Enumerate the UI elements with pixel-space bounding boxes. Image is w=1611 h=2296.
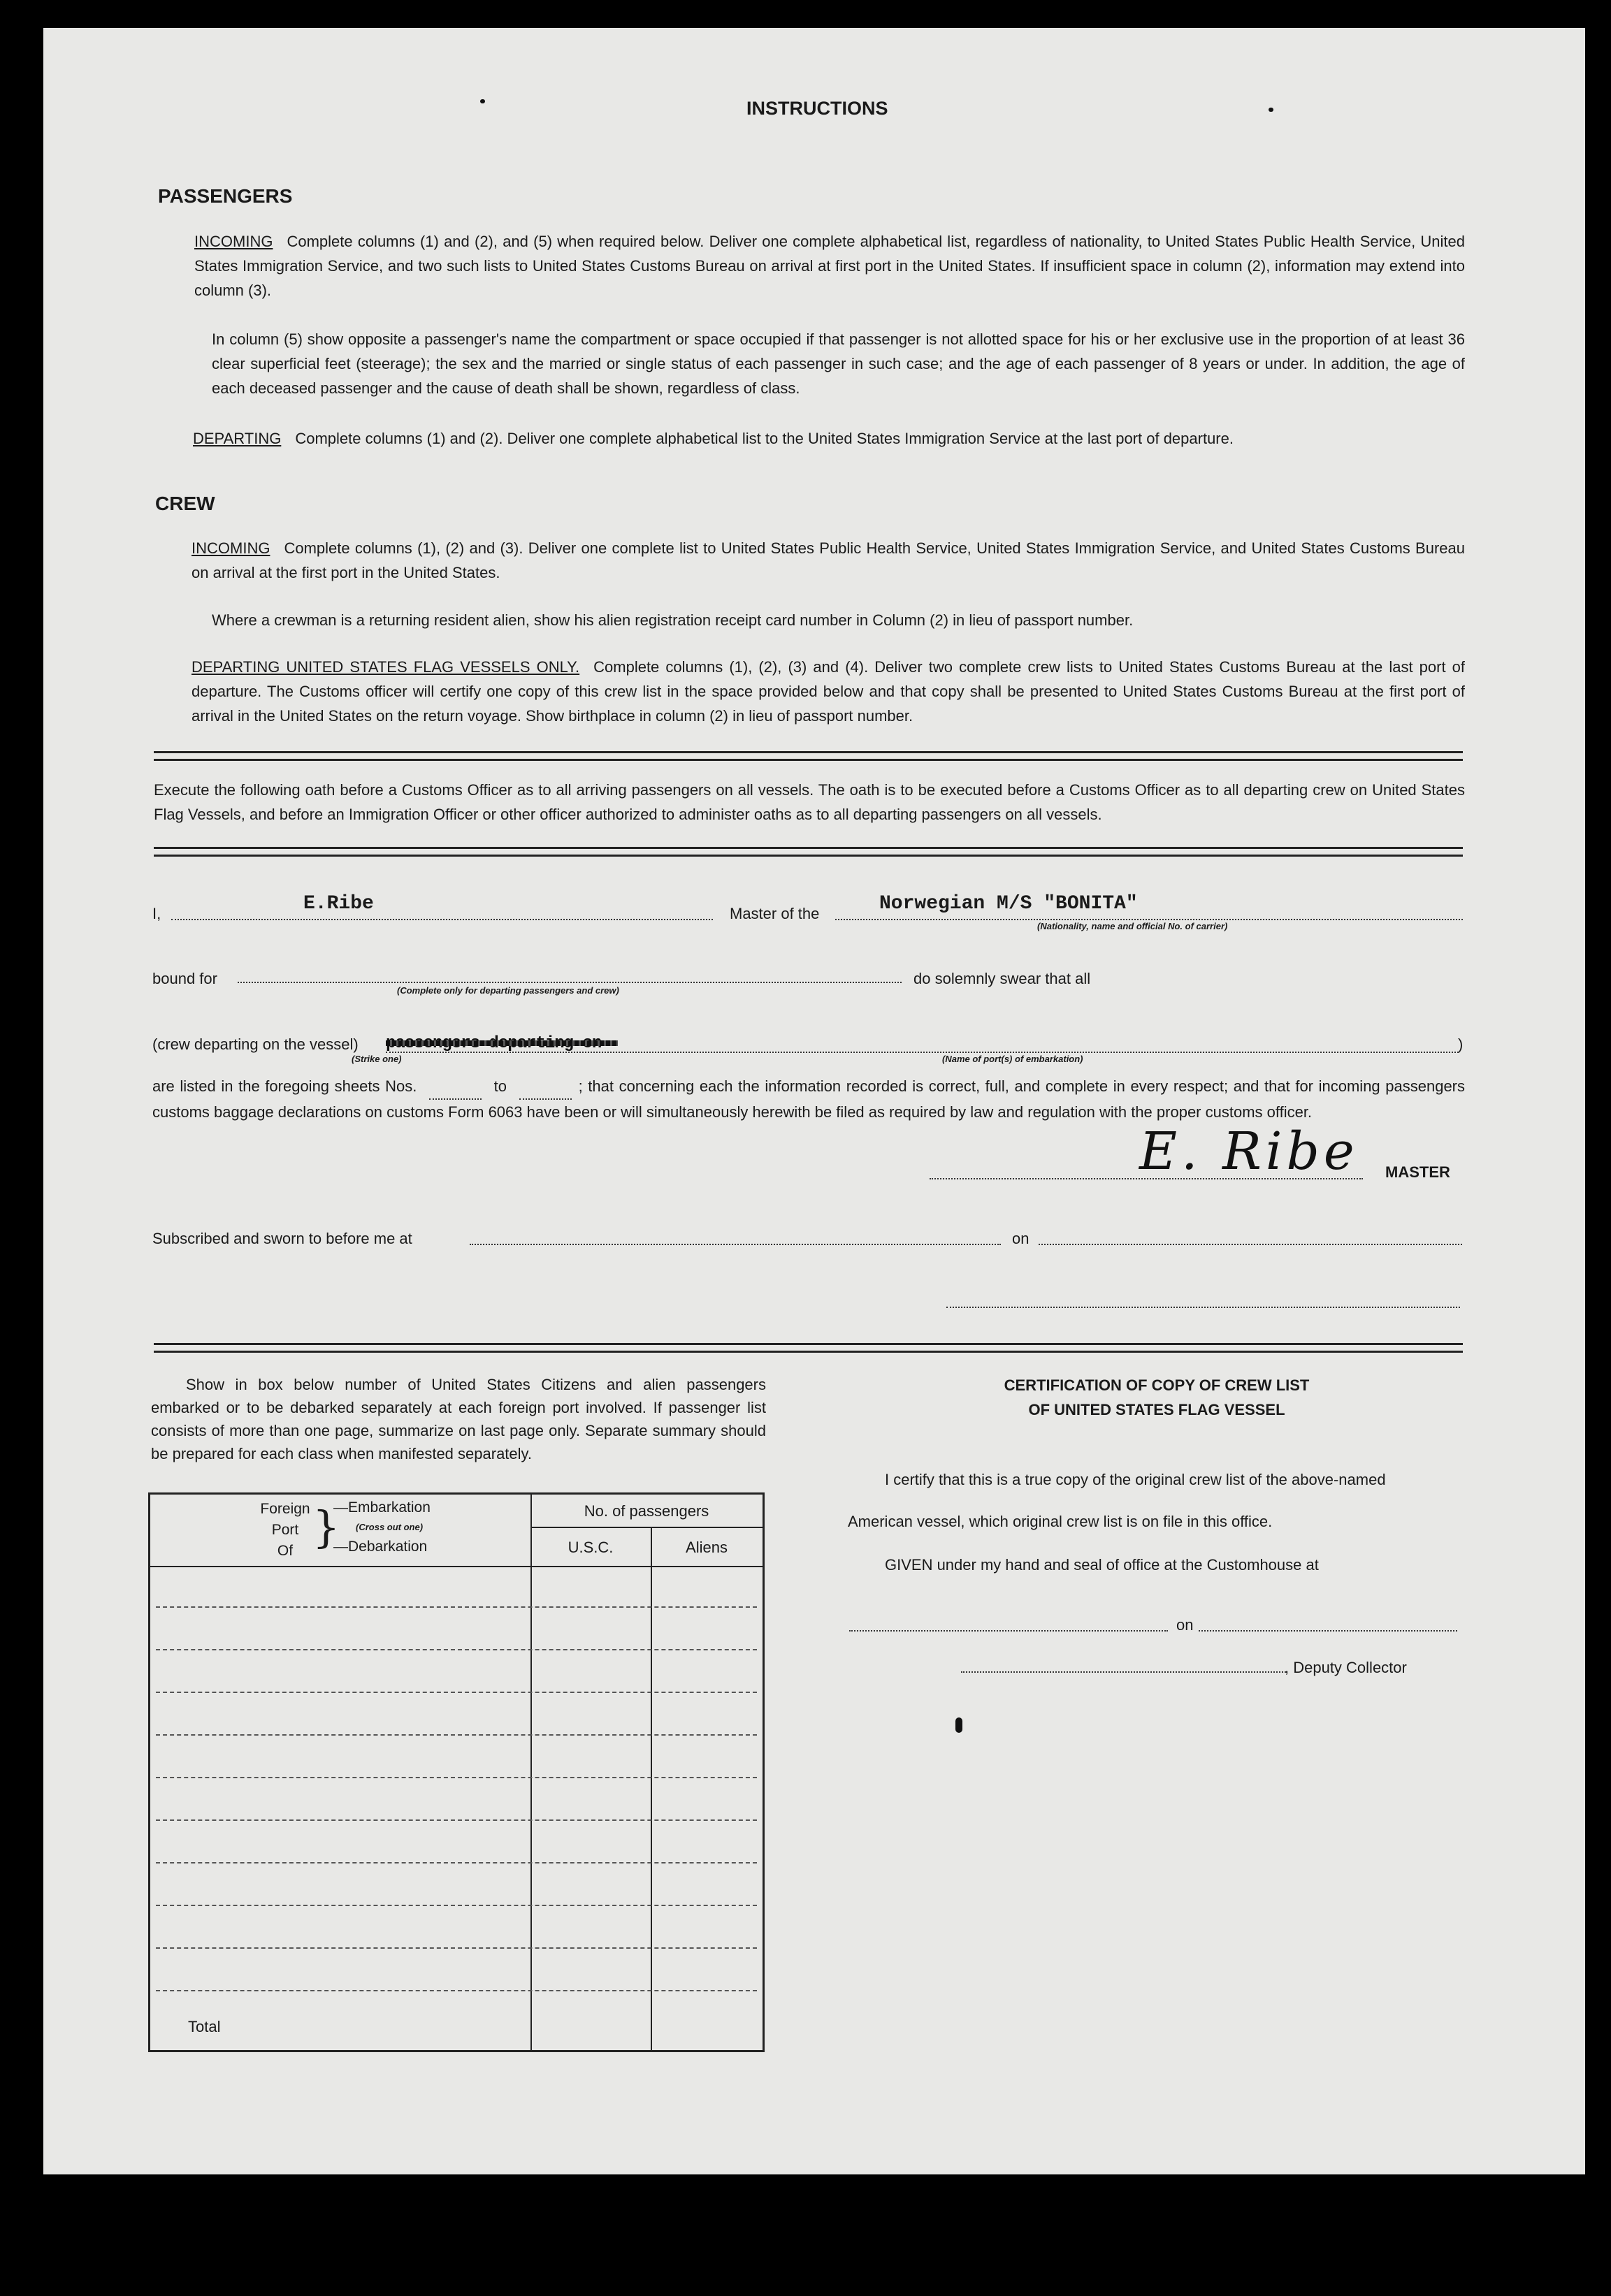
passengers-departing-text: Complete columns (1) and (2). Deliver one complete alphabetical list to the United States Immigration Service at the last port of departure. — [295, 430, 1234, 447]
master-of-label: Master of the — [730, 905, 820, 922]
customhouse-place-line — [849, 1630, 1168, 1632]
passengers-incoming-text: Complete columns (1) and (2), and (5) when required below. Deliver one complete alphabetical list, regardless of nationality, to United States Public Health Service, United States Immigration Service, and two such lists to United States Customs Bureau on arrival at first port in the United States. If insufficient space in column (2), information may extend into column (3). — [194, 233, 1465, 299]
table-header-bottom — [150, 1566, 763, 1567]
table-row — [156, 1606, 757, 1608]
subscribed-place-line — [470, 1244, 1001, 1245]
crew-incoming-text: Complete columns (1), (2) and (3). Deliver one complete list to United States Public Health Service, United States Immigration Service, and United States Customs Bureau on arrival at the first port in the United States. — [192, 539, 1465, 581]
table-row — [156, 1777, 757, 1778]
passenger-summary-table — [148, 1492, 765, 2052]
passengers-departing-block — [193, 426, 1465, 451]
scan-speck — [955, 1717, 962, 1733]
certification-date-line — [1199, 1630, 1457, 1632]
debarkation-label: —Debarkation — [333, 1539, 428, 1555]
sheet-to-line — [519, 1074, 572, 1100]
subscribed-date-line — [1039, 1244, 1462, 1245]
passengers-departing-label: DEPARTING — [193, 430, 282, 447]
passengers-incoming-label: INCOMING — [194, 233, 273, 250]
table-column-divider — [530, 1495, 532, 2050]
col-foreign: Foreign — [260, 1501, 310, 1517]
strike-note: (Strike one) — [352, 1054, 402, 1064]
crew-departing-label: (crew departing on the vessel) — [152, 1036, 359, 1053]
listed-text-a: are listed in the foregoing sheets Nos. — [152, 1077, 417, 1095]
divider — [154, 1343, 1463, 1353]
certification-line-1: I certify that this is a true copy of the original crew list of the above-named — [885, 1471, 1386, 1488]
master-name: E.Ribe — [303, 893, 374, 915]
table-row — [156, 1692, 757, 1693]
brace-glyph: } — [312, 1502, 340, 1553]
passengers-incoming-block — [194, 229, 1465, 303]
certification-title-2: OF UNITED STATES FLAG VESSEL — [1028, 1401, 1285, 1418]
oath-i-label: I, — [152, 905, 161, 922]
master-signature: E. Ribe — [1139, 1121, 1359, 1182]
swear-label: do solemnly swear that all — [913, 970, 1091, 987]
officer-signature-line — [946, 1307, 1460, 1308]
certification-line-2: American vessel, which original crew list is on file in this office. — [848, 1513, 1273, 1530]
deputy-collector-label: , Deputy Collector — [1285, 1659, 1407, 1676]
crew-incoming-label: INCOMING — [192, 539, 270, 557]
certification-given: GIVEN under my hand and seal of office at the Customhouse at — [885, 1556, 1319, 1574]
divider — [154, 847, 1463, 857]
crew-departing-label: DEPARTING UNITED STATES FLAG VESSELS ONLY. — [192, 658, 580, 676]
crew-title: CREW — [155, 493, 215, 514]
col-of: Of — [277, 1543, 294, 1559]
carrier-note: (Nationality, name and official No. of carrier) — [1037, 921, 1228, 931]
table-row — [156, 1649, 757, 1650]
crew-incoming-block — [192, 536, 1465, 585]
scan-speck — [1269, 108, 1273, 112]
carrier-name: Norwegian M/S "BONITA" — [879, 893, 1138, 915]
bound-for-label: bound for — [152, 970, 217, 987]
oath-listed-paragraph — [152, 1074, 1465, 1124]
table-row — [156, 1905, 757, 1906]
table-row — [156, 1990, 757, 1991]
table-row — [156, 1819, 757, 1821]
master-name-line — [171, 919, 713, 920]
no-passengers-header: No. of passengers — [584, 1502, 709, 1520]
table-row — [156, 1947, 757, 1949]
total-label: Total — [188, 2018, 221, 2035]
carrier-line — [835, 919, 1463, 920]
table-header-divider — [530, 1527, 763, 1528]
divider — [154, 751, 1463, 761]
master-label: MASTER — [1385, 1163, 1450, 1181]
passengers-title: PASSENGERS — [158, 185, 293, 207]
col-port: Port — [271, 1522, 299, 1538]
scan-speck — [480, 99, 485, 103]
bound-note: (Complete only for departing passengers and crew) — [397, 985, 619, 996]
table-row — [156, 1734, 757, 1736]
oath-intro: Execute the following oath before a Customs Officer as to all arriving passengers on all vessels. The oath is to be executed before a Customs Officer as to all departing crew on United States Flag Vessels, and before an Immigration Officer or other officer authorized to administer oaths as to all departing passengers on all vessels. — [154, 781, 1465, 823]
port-note: (Name of port(s) of embarkation) — [942, 1054, 1083, 1064]
passengers-column5-text: In column (5) show opposite a passenger's name the compartment or space occupied if that passenger is not allotted space for his or her exclusive use in the proportion of at least 36 clear superficial feet (steerage); the sex and the married or single status of each passenger in such case; and the age of each passenger of 8 years or under. In addition, the age of each deceased passenger and the cause of death shall be shown, regardless of class. — [212, 330, 1465, 397]
cross-out-note: (Cross out one) — [356, 1522, 424, 1532]
sheet-from-line — [429, 1074, 482, 1100]
listed-to: to — [493, 1077, 507, 1095]
subscribed-on-label: on — [1012, 1230, 1030, 1247]
close-paren: ) — [1458, 1036, 1464, 1053]
certification-on-label: on — [1176, 1616, 1194, 1634]
listed-text-b: ; that concerning each the information recorded is correct, full, and complete in every respect; and that for incoming passengers customs baggage declarations on customs Form 6063 have been or will simultaneously herewith be filed as required by law and regulation with the proper customs officer. — [152, 1077, 1466, 1121]
crew-departing-block — [192, 655, 1465, 728]
aliens-header: Aliens — [686, 1539, 728, 1556]
embarkation-port-line — [386, 1052, 1459, 1053]
usc-header: U.S.C. — [568, 1539, 614, 1556]
summary-instructions: Show in box below number of United States Citizens and alien passengers embarked or to be debarked separately at each foreign port involved. If passenger list consists of more than one page, summarize on last page only. Separate summary should be prepared for each class when manifested separately. — [151, 1376, 766, 1462]
embarkation-label: —Embarkation — [333, 1499, 431, 1516]
crew-returning-text: Where a crewman is a returning resident alien, show his alien registration receipt card number in Column (2) in lieu of passport number. — [212, 611, 1134, 629]
struck-out-text — [386, 1034, 618, 1052]
crew-departing-text: Complete columns (1), (2), (3) and (4). Deliver two complete crew lists to United States Customs Bureau at the last port of departure. The Customs officer will certify one copy of this crew list in the space provided below and that copy shall be presented to United States Customs Bureau at the first port of arrival in the United States on the return voyage. Show birthplace in column (2) in lieu of passport number. — [192, 658, 1465, 725]
deputy-signature-line — [961, 1671, 1286, 1673]
certification-title-1: CERTIFICATION OF COPY OF CREW LIST — [1004, 1376, 1310, 1394]
embark-debark-header — [333, 1497, 431, 1557]
table-row — [156, 1862, 757, 1863]
certification-title — [992, 1373, 1321, 1422]
subscribed-label: Subscribed and sworn to before me at — [152, 1230, 412, 1247]
table-column-divider — [651, 1527, 652, 2050]
document-heading: INSTRUCTIONS — [746, 98, 888, 119]
bound-for-line — [238, 982, 902, 983]
